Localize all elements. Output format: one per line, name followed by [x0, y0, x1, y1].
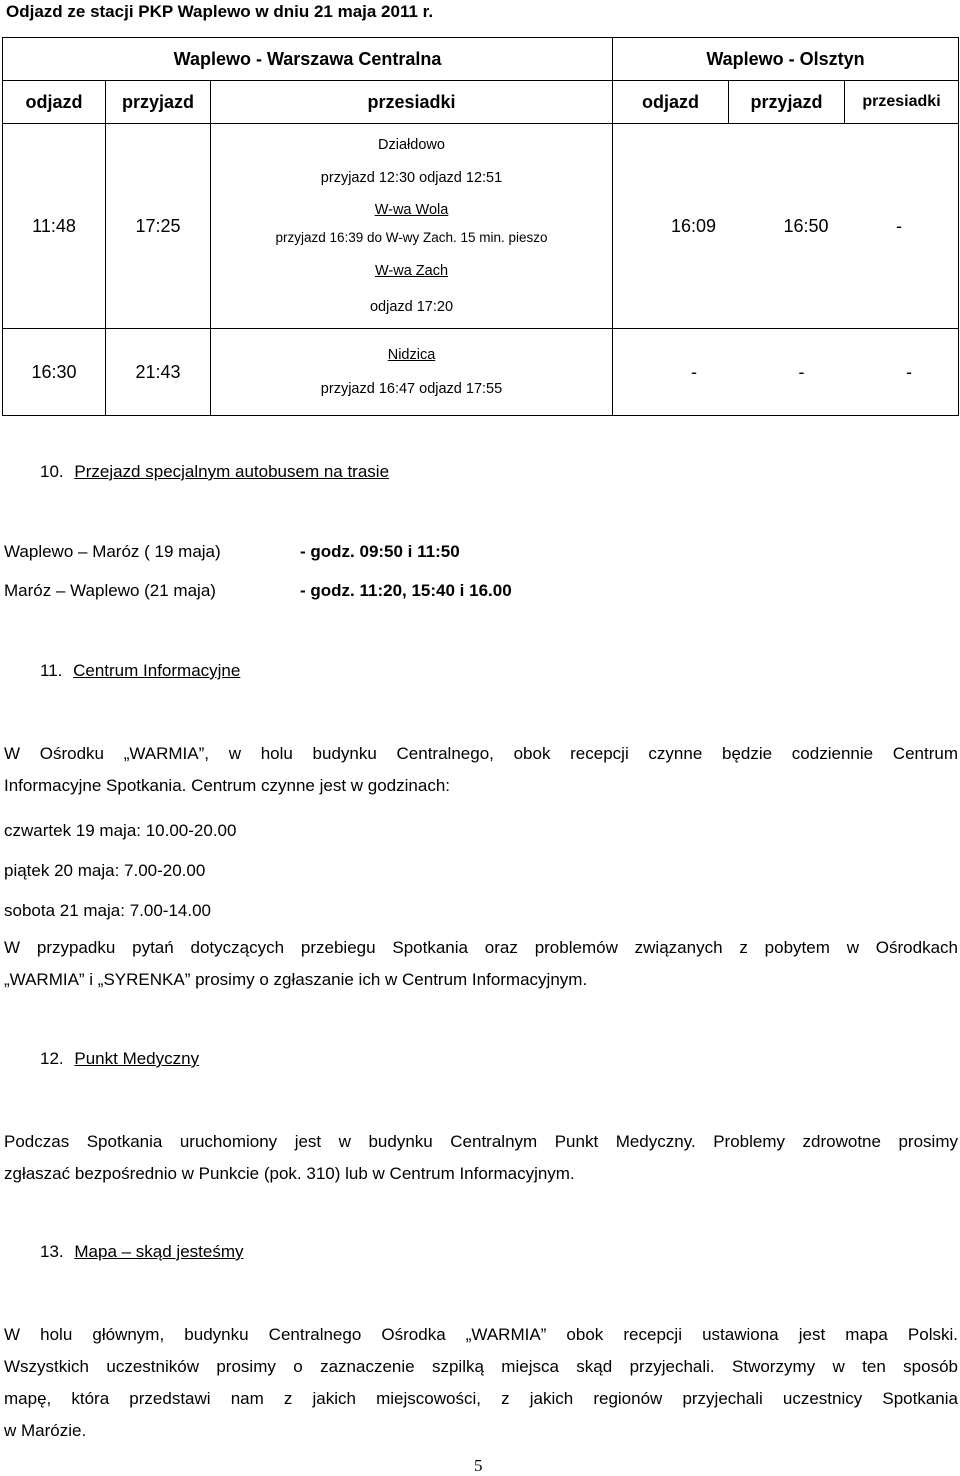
transfer-stop-times: przyjazd 16:39 do W-wy Zach. 15 min. pieszo [275, 229, 548, 245]
olsztyn-connection-cell [613, 329, 959, 416]
bus-route: Maróz – Waplewo (21 maja) [4, 581, 216, 600]
bus-schedule-line [4, 581, 512, 601]
paragraph-line: „WARMIA” i „SYRENKA” prosimy o zgłaszanie ich w Centrum Informacyjnym. [4, 970, 588, 989]
paragraph-line: W holu głównym, budynku Centralnego Ośrodka „WARMIA” obok recepcji ustawiona jest mapa Polski. [4, 1325, 958, 1344]
transfer-stop-name: W-wa Zach [374, 262, 449, 279]
bus-schedule-line [4, 542, 460, 562]
col-header-przesiadki-olsztyn: przesiadki [845, 81, 959, 124]
section-title: Centrum Informacyjne [73, 661, 241, 680]
col-header-przyjazd: przyjazd [106, 81, 211, 124]
departure-time-cell: 11:48 [3, 124, 106, 329]
olsztyn-transfers: - [906, 361, 912, 382]
arrival-time-cell: 21:43 [106, 329, 211, 416]
info-center-contact-paragraph [4, 932, 958, 996]
bus-times: - godz. 09:50 i 11:50 [300, 542, 460, 561]
paragraph-line: Podczas Spotkania uruchomiony jest w budynku Centralnym Punkt Medyczny. Problemy zdrowotne prosimy [4, 1132, 958, 1151]
arrival-time-cell: 17:25 [106, 124, 211, 329]
section-11-heading [40, 661, 240, 681]
olsztyn-transfers: - [896, 215, 902, 236]
opening-hours-item: czwartek 19 maja: 10.00-20.00 [4, 821, 237, 840]
paragraph-line: w Marózie. [4, 1421, 87, 1440]
section-title: Punkt Medyczny [74, 1049, 200, 1068]
table-route-header-row [3, 38, 959, 81]
section-title: Przejazd specjalnym autobusem na trasie [74, 462, 390, 481]
opening-hours-list [4, 811, 958, 931]
transfers-cell [211, 124, 613, 329]
transfer-stop-times: odjazd 17:20 [369, 298, 454, 315]
paragraph-line: Wszystkich uczestników prosimy o zaznaczenie szpilką miejsca skąd przyjechali. Stworzymy w ten sposób [4, 1357, 958, 1376]
transfers-cell [211, 329, 613, 416]
section-number: 13. [40, 1242, 64, 1261]
olsztyn-connection-cell [613, 124, 959, 329]
olsztyn-arrival: - [798, 361, 805, 382]
olsztyn-departure: - [691, 361, 697, 382]
col-header-przesiadki: przesiadki [211, 81, 613, 124]
olsztyn-arrival: 16:50 [783, 215, 829, 236]
route-olsztyn-header: Waplewo - Olsztyn [613, 38, 959, 81]
page-number: 5 [474, 1456, 483, 1475]
section-13-heading [40, 1242, 244, 1262]
table-row [3, 329, 959, 416]
departure-table [2, 37, 959, 416]
transfer-stop-times: przyjazd 16:47 odjazd 17:55 [320, 381, 503, 397]
paragraph-line: mapę, która przedstawi nam z jakich miejscowości, z jakich regionów przyjechali uczestnicy Spotkania [4, 1389, 958, 1408]
table-column-header-row [3, 81, 959, 124]
olsztyn-connection-values [613, 216, 958, 237]
departure-time-cell: 16:30 [3, 329, 106, 416]
transfer-stop-name: Nidzica [387, 347, 436, 363]
bus-times: - godz. 11:20, 15:40 i 16.00 [300, 581, 512, 600]
paragraph-line: W przypadku pytań dotyczących przebiegu Spotkania oraz problemów związanych z pobytem w Ośrodkach [4, 938, 958, 957]
section-10-heading [40, 462, 389, 482]
transfer-stop-name: Działdowo [378, 136, 445, 153]
section-title: Mapa – skąd jesteśmy [74, 1242, 244, 1261]
bus-route: Waplewo – Maróz ( 19 maja) [4, 542, 221, 561]
col-header-przyjazd-olsztyn: przyjazd [729, 81, 845, 124]
section-number: 12. [40, 1049, 64, 1068]
section-12-heading [40, 1049, 199, 1069]
transfer-stop-name: W-wa Wola [374, 201, 449, 218]
col-header-odjazd-olsztyn: odjazd [613, 81, 729, 124]
col-header-odjazd: odjazd [3, 81, 106, 124]
transfer-stop-times: przyjazd 12:30 odjazd 12:51 [320, 169, 503, 186]
route-warszawa-header: Waplewo - Warszawa Centralna [3, 38, 613, 81]
opening-hours-item: piątek 20 maja: 7.00-20.00 [4, 861, 206, 880]
paragraph-line: W Ośrodku „WARMIA”, w holu budynku Centralnego, obok recepcji czynne będzie codziennie Centrum [4, 744, 958, 763]
medical-point-paragraph [4, 1126, 958, 1190]
section-number: 10. [40, 462, 64, 481]
table-row [3, 124, 959, 329]
olsztyn-departure: 16:09 [671, 215, 717, 236]
opening-hours-item: sobota 21 maja: 7.00-14.00 [4, 901, 211, 920]
paragraph-line: Informacyjne Spotkania. Centrum czynne jest w godzinach: [4, 776, 451, 795]
section-number: 11. [40, 661, 63, 680]
info-center-paragraph [4, 738, 958, 802]
paragraph-line: zgłaszać bezpośrednio w Punkcie (pok. 310) lub w Centrum Informacyjnym. [4, 1164, 575, 1183]
olsztyn-connection-values [613, 362, 958, 383]
map-paragraph [4, 1319, 958, 1447]
page-title: Odjazd ze stacji PKP Waplewo w dniu 21 maja 2011 r. [6, 2, 434, 21]
